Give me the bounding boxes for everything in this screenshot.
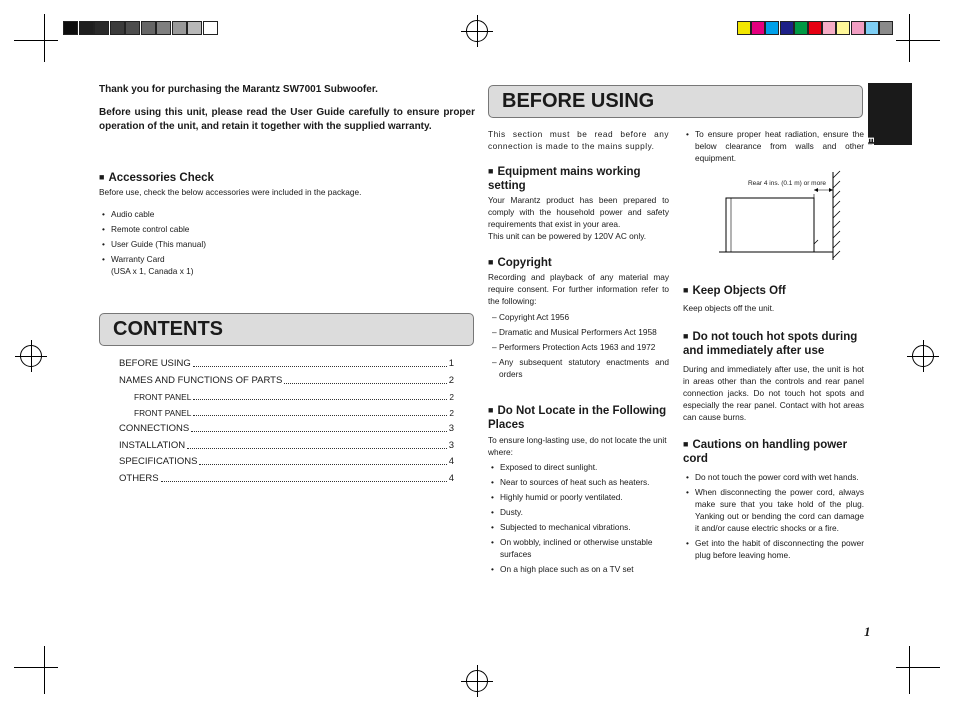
heading-marker-icon: ■	[683, 331, 689, 341]
list-item: • Get into the habit of disconnecting the power plug before leaving home.	[683, 537, 864, 561]
gray-swatch	[63, 21, 78, 35]
gray-swatch	[125, 21, 140, 35]
before-using-intro: This section must be read before any connection is made to the mains supply.	[488, 129, 669, 151]
registration-mark-right	[912, 345, 934, 367]
color-swatch	[780, 21, 794, 35]
accessories-intro: Before use, check the below accessories were included in the package.	[99, 187, 362, 197]
color-swatch	[808, 21, 822, 35]
toc-subitem[interactable]: FRONT PANEL 2	[134, 392, 454, 403]
list-item: • Exposed to direct sunlight.	[488, 461, 669, 473]
list-item: • Subjected to mechanical vibrations.	[488, 521, 669, 533]
color-swatch	[794, 21, 808, 35]
color-swatch	[879, 21, 893, 35]
color-swatch	[751, 21, 765, 35]
language-tab	[866, 83, 912, 179]
heading-marker-icon: ■	[488, 166, 494, 176]
toc-item[interactable]: NAMES AND FUNCTIONS OF PARTS 2	[119, 374, 454, 386]
keep-heading: ■ Keep Objects Off	[683, 285, 786, 297]
keep-text: Keep objects off the unit.	[683, 303, 775, 313]
heading-marker-icon: ■	[683, 439, 689, 449]
warranty-note: (USA x 1, Canada x 1)	[111, 266, 194, 276]
locate-intro: To ensure long-lasting use, do not locate the unit where:	[488, 435, 667, 457]
color-swatch	[865, 21, 879, 35]
before-using-title-box	[488, 85, 863, 118]
before-using-title: BEFORE USING	[502, 90, 655, 112]
gray-swatch	[94, 21, 109, 35]
locate-heading: ■ Do Not Locate in the Following Places	[488, 405, 667, 431]
language-tab-label: ENGLISH	[866, 137, 876, 179]
gray-swatch	[156, 21, 171, 35]
color-swatch	[822, 21, 836, 35]
mains-heading: ■ Equipment mains working setting	[488, 166, 641, 192]
cord-heading: ■ Cautions on handling power cord	[683, 439, 848, 465]
hot-text: During and immediately after use, the unit is hot in areas other than the controls and rear panel connection jacks. Do not touch hot spots and especially the rear panel. Contact with hot areas can cause burns.	[683, 364, 864, 422]
contents-title-box	[99, 313, 474, 346]
list-item: • Remote control cable	[99, 223, 299, 235]
copyright-heading: ■ Copyright	[488, 257, 552, 269]
gray-swatch	[110, 21, 125, 35]
locate-list	[488, 461, 669, 578]
color-swatch	[765, 21, 779, 35]
gray-swatch	[172, 21, 187, 35]
list-item: – Performers Protection Acts 1963 and 1972	[488, 341, 669, 353]
list-item: • To ensure proper heat radiation, ensure the below clearance from walls and other equipment.	[683, 128, 864, 164]
list-item: – Copyright Act 1956	[488, 311, 669, 323]
page-number: 1	[864, 624, 871, 639]
registration-mark-bottom	[466, 670, 488, 692]
list-item: – Dramatic and Musical Performers Act 1958	[488, 326, 669, 338]
gray-swatch	[79, 21, 94, 35]
heading-marker-icon: ■	[683, 285, 689, 295]
toc-item[interactable]: SPECIFICATIONS 4	[119, 456, 454, 468]
clearance-label: Rear 4 ins. (0.1 m) or more	[747, 180, 826, 187]
heading-marker-icon: ■	[488, 257, 494, 267]
registration-mark-left	[20, 345, 42, 367]
gray-swatch	[203, 21, 218, 35]
color-swatch	[836, 21, 850, 35]
heading-marker-icon: ■	[99, 172, 105, 182]
copyright-text: Recording and playback of any material may require consent. For further information refer to the following:	[488, 272, 669, 306]
gray-swatch	[187, 21, 202, 35]
color-swatch	[737, 21, 751, 35]
hot-heading: ■ Do not touch hot spots during and immediately after use	[683, 331, 858, 357]
toc-item[interactable]: CONNECTIONS 3	[119, 423, 454, 435]
thanks-text: Thank you for purchasing the Marantz SW7001 Subwoofer.	[99, 84, 378, 95]
list-item: • On a high place such as on a TV set	[488, 563, 669, 575]
toc-item[interactable]: INSTALLATION 3	[119, 439, 454, 451]
clearance-illustration	[683, 166, 864, 266]
list-item: • When disconnecting the power cord, always make sure that you take hold of the plug. Yanking out or bending the cord can damage it and/or cause electric shocks or a fire.	[683, 486, 864, 534]
copyright-list	[488, 311, 669, 383]
toc-subitem[interactable]: FRONT PANEL 2	[134, 407, 454, 418]
list-item: • Highly humid or poorly ventilated.	[488, 491, 669, 503]
contents-title: CONTENTS	[113, 318, 223, 340]
heat-list	[683, 128, 864, 167]
list-item: • Dusty.	[488, 506, 669, 518]
gray-swatch	[141, 21, 156, 35]
color-swatch	[851, 21, 865, 35]
list-item: • Do not touch the power cord with wet hands.	[683, 471, 864, 483]
list-item: • Near to sources of heat such as heaters.	[488, 476, 669, 488]
list-item: • Audio cable	[99, 208, 299, 220]
list-item: • Warranty Card (USA x 1, Canada x 1)	[99, 253, 299, 277]
toc-item[interactable]: BEFORE USING 1	[119, 358, 454, 369]
cord-list	[683, 471, 864, 564]
before-using-note: Before using this unit, please read the User Guide carefully to ensure proper operation of the unit, and retain it together with the supplied warranty.	[99, 107, 475, 132]
list-item: • On wobbly, inclined or otherwise unstable surfaces	[488, 536, 669, 560]
table-of-contents	[119, 358, 454, 490]
accessories-heading: ■ Accessories Check	[99, 172, 214, 184]
mains-text: Your Marantz product has been prepared to comply with the household power and safety requirements that exist in your area. This unit can be powered by 120V AC only.	[488, 195, 669, 241]
list-item: – Any subsequent statutory enactments and orders	[488, 356, 669, 380]
heading-marker-icon: ■	[488, 405, 494, 415]
clearance-diagram	[683, 166, 864, 266]
registration-mark-top	[466, 20, 488, 42]
accessories-list	[99, 208, 299, 277]
list-item: • User Guide (This manual)	[99, 238, 299, 250]
toc-item[interactable]: OTHERS 4	[119, 472, 454, 484]
